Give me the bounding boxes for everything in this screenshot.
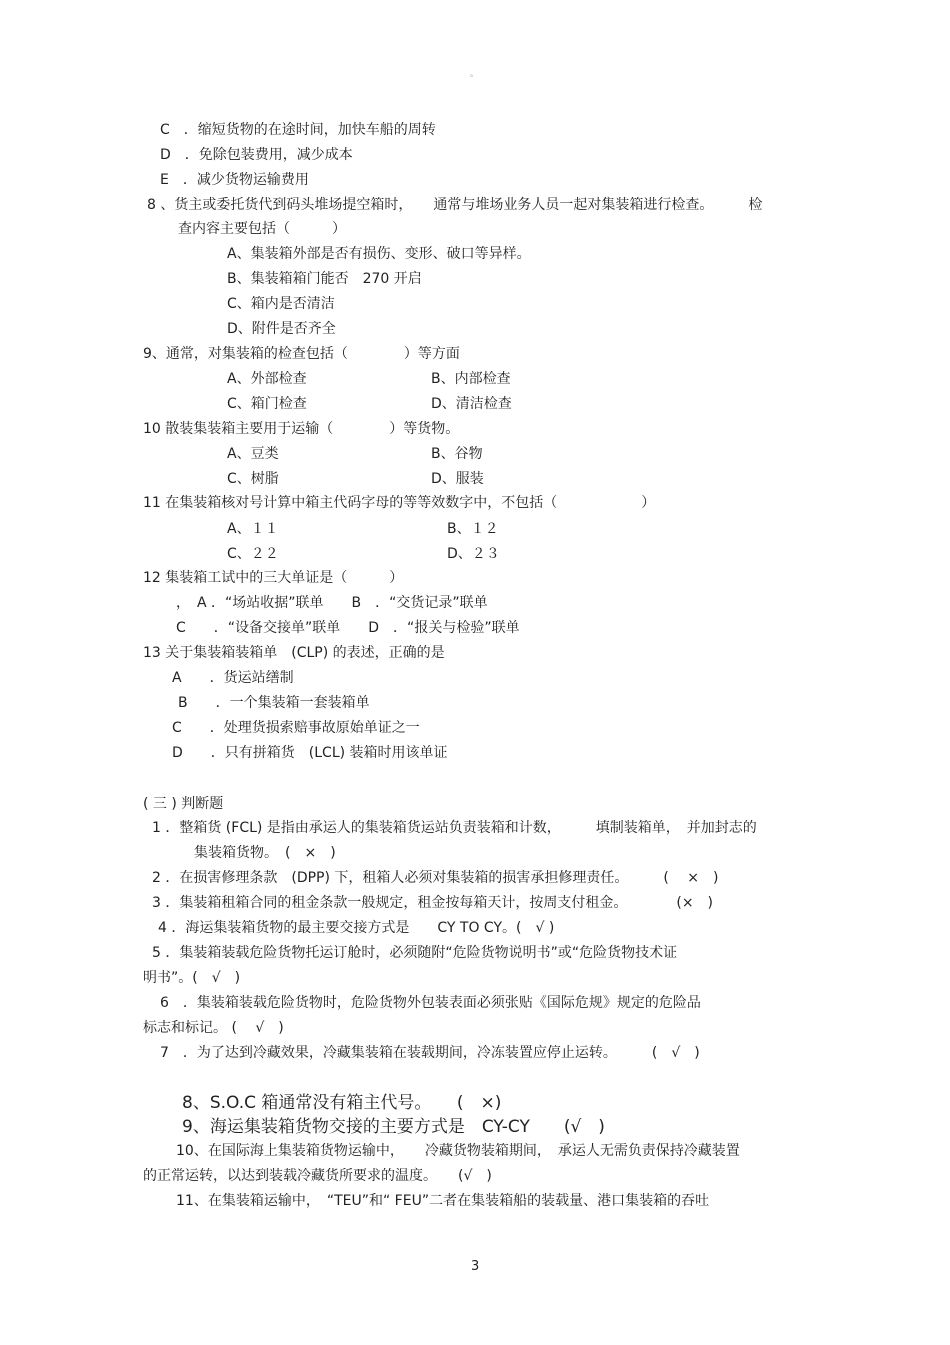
judge-3: 3 ．集装箱租箱合同的租金条款一般规定，租金按每箱天计，按周支付租金。 (× ) [152,895,714,911]
judge-4: 4 ．海运集装箱货物的最主要交接方式是 CY TO CY。( √ ) [158,920,555,936]
options-12-ab: ， A ．“场站收据”联单 B ．“交货记录”联单 [176,595,488,611]
option-9b: B、内部检查 [431,371,511,387]
judge-10: 10、在国际海上集装箱货物运输中， 冷藏货物装箱期间， 承运人无需负责保持冷藏装置 [176,1143,740,1159]
judge-8: 8、S.O.C 箱通常没有箱主代号。 ( ×) [182,1093,502,1113]
option-7c: C ．缩短货物的在途时间，加快车船的周转 [160,122,436,138]
option-9a: A、外部检查 [227,371,307,387]
question-8-cont: 查内容主要包括（ ） [178,221,346,237]
question-9: 9、通常，对集装箱的检查包括（ ）等方面 [143,346,460,362]
judge-5-cont: 明书”。( √ ) [143,970,241,986]
option-9d: D、清洁检查 [431,396,512,412]
judge-6-cont: 标志和标记。 ( √ ) [143,1020,284,1036]
option-11b: B、１２ [447,521,499,537]
option-10b: B、谷物 [431,446,483,462]
judge-6: 6 ．集装箱装载危险货物时，危险货物外包装表面必须张贴《国际危规》规定的危险品 [160,995,701,1011]
option-13a: A ．货运站缮制 [172,670,294,686]
judge-2: 2 ．在损害修理条款 (DPP) 下，租箱人必须对集装箱的损害承担修理责任。 ( × ) [152,870,719,886]
header-mark: 。 [470,69,478,78]
option-10a: A、豆类 [227,446,279,462]
option-13b: B ．一个集装箱一套装箱单 [178,695,370,711]
question-13: 13 关于集装箱装箱单 (CLP) 的表述，正确的是 [143,645,445,661]
option-11d: D、２３ [447,546,500,562]
question-10: 10 散装集装箱主要用于运输（ ）等货物。 [143,421,460,437]
option-8b: B、集装箱箱门能否 270 开启 [227,271,422,287]
judge-9: 9、海运集装箱货物交接的主要方式是 CY-CY (√ ) [182,1117,605,1137]
option-8a: A、集装箱外部是否有损伤、变形、破口等异样。 [227,246,531,262]
option-11c: C、２２ [227,546,279,562]
options-12-cd: C ．“设备交接单”联单 D ．“报关与检验”联单 [176,620,520,636]
page-number: 3 [471,1259,480,1274]
judge-1: 1 ．整箱货 (FCL) 是指由承运人的集装箱货运站负责装箱和计数， 填制装箱单， 并加封志的 [152,820,757,836]
option-10c: C、树脂 [227,471,279,487]
question-12: 12 集装箱工试中的三大单证是（ ） [143,570,404,586]
judge-11: 11、在集装箱运输中， “TEU”和“ FEU”二者在集装箱船的装载量、港口集装箱的吞吐 [176,1193,710,1209]
judge-1-cont: 集装箱货物。 ( × ) [194,845,336,861]
section-heading: ( 三 ) 判断题 [143,796,224,812]
judge-10-cont: 的正常运转，以达到装载冷藏货所要求的温度。 (√ ) [143,1168,492,1184]
judge-5: 5 ．集装箱装载危险货物托运订舱时，必须随附“危险货物说明书”或“危险货物技术证 [152,945,678,961]
question-11: 11 在集装箱核对号计算中箱主代码字母的等等效数字中，不包括（ ） [143,495,656,511]
judge-7: 7 ．为了达到冷藏效果，冷藏集装箱在装载期间，冷冻装置应停止运转。 ( √ ) [160,1045,700,1061]
option-10d: D、服装 [431,471,484,487]
option-9c: C、箱门检查 [227,396,307,412]
option-8d: D、附件是否齐全 [227,321,336,337]
question-8: 8 、货主或委托货代到码头堆场提空箱时， 通常与堆场业务人员一起对集装箱进行检查。 检 [147,197,763,213]
option-8c: C、箱内是否清洁 [227,296,335,312]
option-13d: D ．只有拼箱货 (LCL) 装箱时用该单证 [172,745,448,761]
option-11a: A、１１ [227,521,279,537]
option-7d: D ．免除包装费用，减少成本 [160,147,353,163]
option-13c: C ．处理货损索赔事故原始单证之一 [172,720,420,736]
option-7e: E ．减少货物运输费用 [160,172,309,188]
